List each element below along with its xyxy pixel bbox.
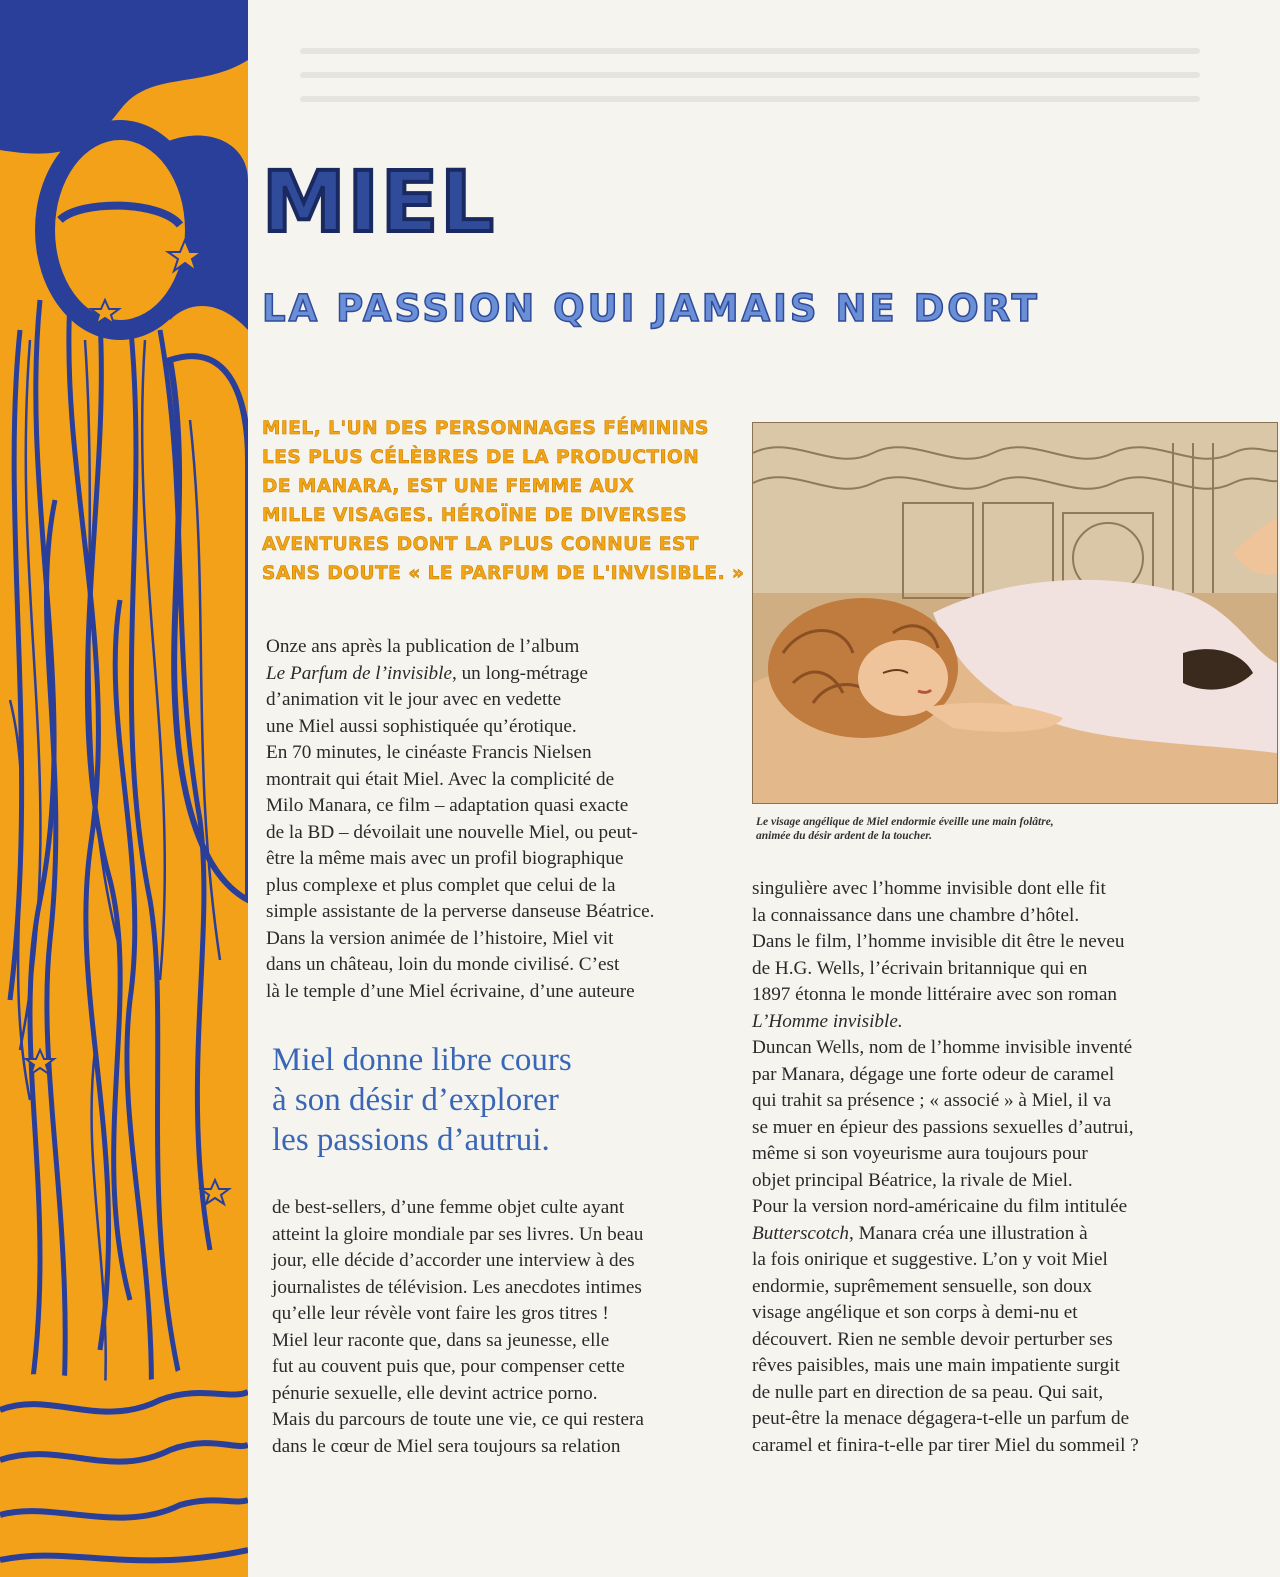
side-illustration: [0, 0, 248, 1577]
line-album-title: Le Parfum de l’invisible, un long-métrage: [266, 662, 588, 684]
intro-paragraph: MIEL, L'UN DES PERSONNAGES FÉMININS LES PLUS CÉLÈBRES DE LA PRODUCTION DE MANARA, EST UNE FEMME AUX MILLE VISAGES. HÉROÏNE DE DIVERSES AVENTURES DONT LA PLUS CONNUE EST SANS DOUTE « LE PARFUM DE L'INVISIBLE. »: [262, 418, 745, 584]
body-text-left-top: Onze ans après la publication de l’album Le Parfum de l’invisible, un long-métrage d’animation vit le jour avec en vedette une Miel aussi sophistiquée qu’érotique. En 70 minutes, le cinéaste Francis Nielsen montrait qui était Miel. Avec la complicité de Milo Manara, ce film – adaptation quasi exacte de la BD – dévoilait une nouvelle Miel, ou peut- être la même mais avec un profil biographique plus complexe et plus complet que celui de la simple assistante de la perverse danseuse Béatrice. Dans la version animée de l’histoire, Miel vit dans un château, loin du monde civilisé. C’est là le temple d’une Miel écrivaine, d’une auteure: [266, 636, 655, 1002]
body-text-left-bottom: de best-sellers, d’une femme objet culte ayant atteint la gloire mondiale par ses livres. Un beau jour, elle décide d’accorder une interview à des journalistes de télévision. Les anecdotes intimes qu’elle leur révèle vont faire les gros titres ! Miel leur raconte que, dans sa jeunesse, elle fut au couvent puis que, pour compenser cette pénurie sexuelle, elle devint actrice porno. Mais du parcours de toute une vie, ce qui restera dans le cœur de Miel sera toujours sa relation: [272, 1197, 644, 1457]
sleeping-woman-illustration: [752, 422, 1278, 804]
pull-quote: Miel donne libre cours à son désir d’explorer les passions d’autrui.: [272, 1042, 572, 1158]
illustration-caption: Le visage angélique de Miel endormie éveille une main folâtre, animée du désir ardent de la toucher.: [756, 816, 1054, 842]
page-title: MIEL: [262, 153, 496, 251]
body-text-right: singulière avec l’homme invisible dont elle fit la connaissance dans une chambre d’hôtel. Dans le film, l’homme invisible dit être le neveu de H.G. Wells, l’écrivain britannique qui en 1897 étonna le monde littéraire avec son roman L’Homme invisible. Duncan Wells, nom de l’homme invisible inventé par Manara, dégage une forte odeur de caramel qui trahit sa présence ; « associé » à Miel, il va se muer en épieur des passions sexuelles d’autrui, même si son voyeurisme aura toujours pour objet principal Béatrice, la rivale de Miel. Pour la version nord-américaine du film intitulée Butterscotch, Manara créa une illustration à la fois onirique et suggestive. L’on y voit Miel endormie, suprêmement sensuelle, son doux visage angélique et son corps à demi-nu et découvert. Rien ne semble devoir perturber ses rêves paisibles, mais une main impatiente surgit de nulle part en direction de sa peau. Qui sait, peut-être la menace dégagera-t-elle un parfum de caramel et finira-t-elle par tirer Miel du sommeil ?: [752, 878, 1139, 1456]
page-subtitle: LA PASSION QUI JAMAIS NE DORT: [262, 287, 1040, 330]
faint-background-lines: [300, 30, 1200, 120]
